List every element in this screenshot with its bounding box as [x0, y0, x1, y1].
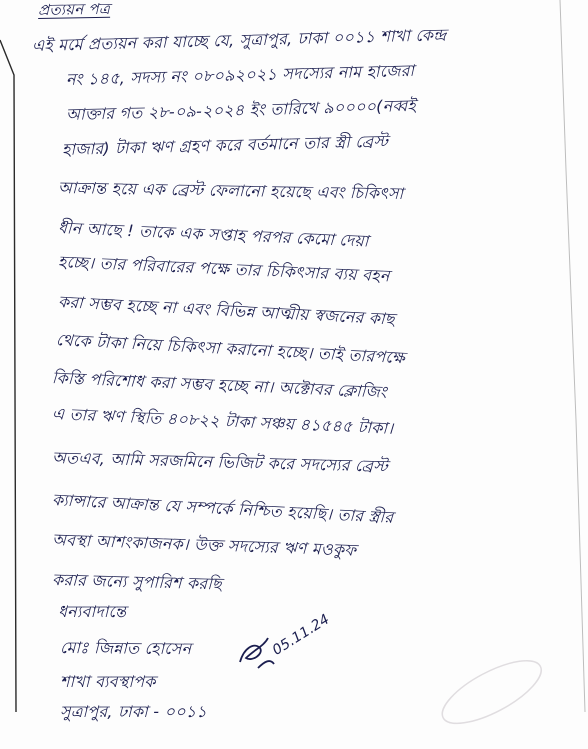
body-line-14: অবস্থা আশংকাজনক। উক্ত সদস্যের ঋণ মওকুফ: [51, 530, 357, 560]
body-line-5: আক্রান্ত হয়ে এক ব্রেস্ট ফেলানো হয়েছে এবং চিকিৎসা: [57, 178, 404, 204]
body-line-10: কিস্তি পরিশোধ করা সম্ভব হচ্ছে না। অক্টোবর ক্লোজিং: [51, 368, 388, 402]
signer-role: শাখা ব্যবস্থাপক: [60, 672, 156, 691]
body-line-12: অতএব, আমি সরজমিনে ভিজিট করে সদস্যের ব্রেস্ট: [51, 448, 389, 476]
body-line-1: এই মর্মে প্রত্যয়ন করা যাচ্ছে যে, সুত্রাপুর, ঢাকা ০০১১ শাখা কেন্দ্র: [31, 25, 447, 55]
signature-date: 05.11.24: [269, 611, 333, 659]
body-line-2: নং ১৪৫, সদস্য নং ০৮০৯২০২১ সদস্যের নাম হাজেরা: [65, 60, 415, 89]
body-line-15: করার জন্যে সুপারিশ করছি: [51, 570, 223, 594]
body-line-7: হচ্ছে। তার পরিবারের পক্ষে তার চিকিৎসার ব্যয় বহন: [57, 252, 390, 286]
closing-text: ধন্যবাদান্তে: [58, 602, 127, 621]
handwritten-signature: [234, 611, 334, 680]
body-line-6: ধীন আছে ! তাকে এক সপ্তাহ পরপর কেমো দেয়া: [57, 218, 370, 251]
body-line-9: থেকে টাকা নিয়ে চিকিৎসা করানো হচ্ছে। তাই তারপক্ষে: [55, 330, 406, 368]
letter-title: প্রত্যয়ন পত্র: [37, 0, 111, 19]
body-line-13: ক্যান্সারে আক্রান্ত যে সম্পর্কে নিশ্চিত হয়েছি। তার স্ত্রীর: [51, 490, 394, 527]
signer-branch: সুত্রাপুর, ঢাকা - ০০১১: [60, 702, 207, 721]
body-line-11: এ তার ঋণ স্থিতি ৪০৮২২ টাকা সঞ্চয় ৪১৫৪৫ টাকা।: [51, 404, 394, 438]
body-line-3: আক্তার গত ২৮-০৯-২০২৪ ইং তারিখে ৯০০০০(নব্বই: [65, 95, 417, 124]
signer-name: মোঃ জিন্নাত হোসেন: [59, 638, 192, 659]
body-line-4: হাজার) টাকা ঋণ গ্রহণ করে বর্তমানে তার স্ত্রী ব্রেস্ট: [61, 131, 389, 159]
body-line-8: করা সম্ভব হচ্ছে না এবং বিভিন্ন আত্মীয় স্বজনের কাছ: [57, 292, 396, 329]
